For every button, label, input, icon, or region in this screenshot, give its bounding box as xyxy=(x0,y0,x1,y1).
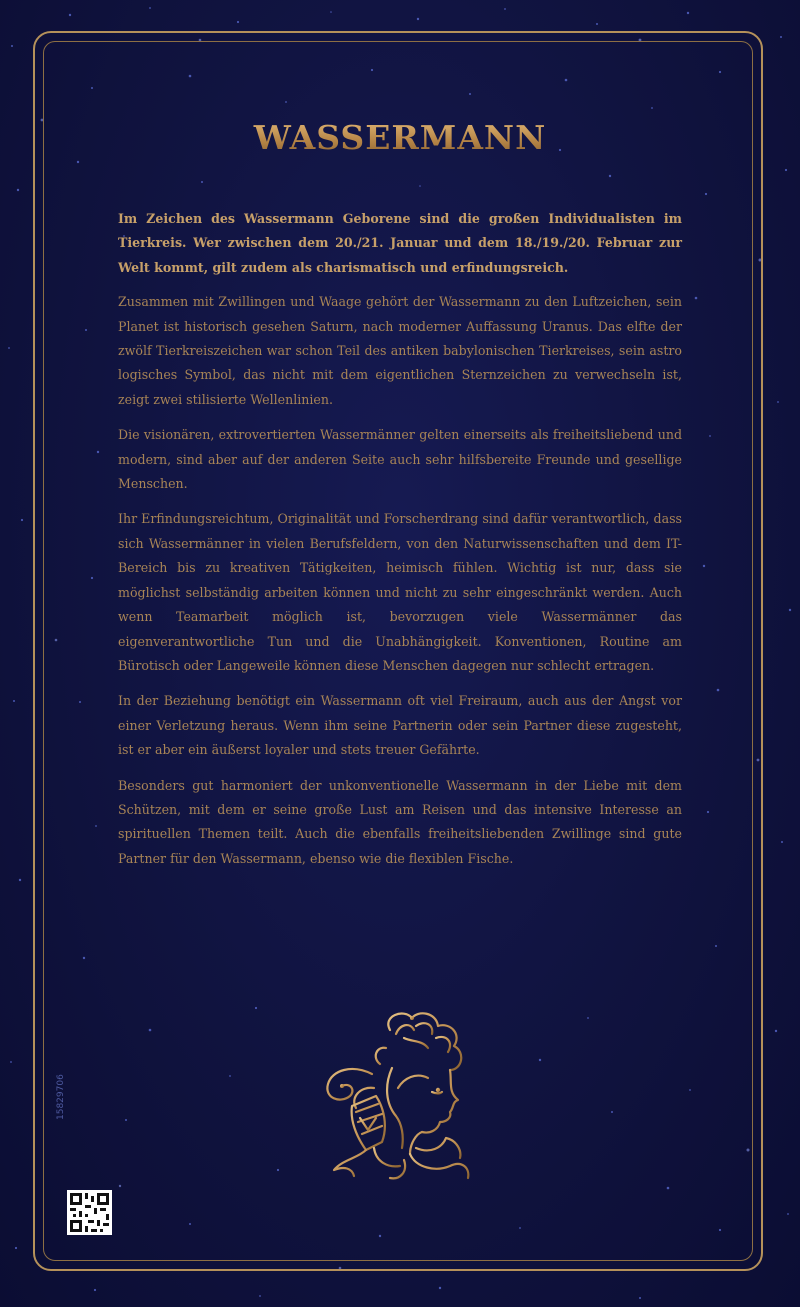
zodiac-title: WASSERMANN xyxy=(0,118,800,157)
intro-paragraph: Im Zeichen des Wassermann Geborene sind die großen Individualisten im Tierkreis. Wer zwischen dem 20./21. Januar und dem 18./19./20. Februar zur Welt kommt, gilt zudem als charismatisch und erfindungsreich. xyxy=(118,211,682,275)
qr-code-icon xyxy=(67,1190,112,1235)
aquarius-figure-icon xyxy=(312,1008,490,1183)
body-paragraph: Besonders gut harmoniert der unkonventionelle Wassermann in der Liebe mit dem Schützen, mit dem er seine große Lust am Reisen und das intensive Interesse an spirituellen Themen teilt. Auch die ebenfalls freiheitsliebenden Zwillinge sind gute Partner für den Wassermann, ebenso wie die flexiblen Fische. xyxy=(118,777,682,866)
body-paragraph: Zusammen mit Zwillingen und Waage gehört der Wassermann zu den Luftzeichen, sein Planet ist historisch gesehen Saturn, nach moderner Auffassung Uranus. Das elfte der zwölf Tierkreiszeichen war schon Teil des antiken babylonischen Tierkreises, sein astro logisches Symbol, das nicht mit dem eigentlichen Sternzeichen zu verwechseln ist, zeigt zwei stilisierte Wellenlinien. xyxy=(118,294,682,407)
description-text xyxy=(118,207,682,882)
body-paragraph: Ihr Erfindungsreichtum, Originalität und Forscherdrang sind dafür verantwortlich, dass sich Wassermänner in vielen Berufsfeldern, von den Naturwissenschaften und dem IT-Bereich bis zu kreativen Tätigkeiten, heimisch fühlen. Wichtig ist nur, dass sie möglichst selbständig arbeiten können und nicht zu sehr eingeschränkt werden. Auch wenn Teamarbeit möglich ist, bevorzugen viele Wassermänner das eigenverantwortliche Tun und die Unabhängigkeit. Konventionen, Routine am Bürotisch oder Langeweile können diese Menschen dagegen nur schlecht ertragen. xyxy=(118,511,682,673)
body-paragraph: In der Beziehung benötigt ein Wassermann oft viel Freiraum, auch aus der Angst vor einer Verletzung heraus. Wenn ihm seine Partnerin oder sein Partner diese zugesteht, ist er aber ein äußerst loyaler und stets treuer Gefährte. xyxy=(118,693,682,758)
body-paragraph: Die visionären, extrovertierten Wassermänner gelten einerseits als freiheitsliebend und modern, sind aber auf der anderen Seite auch sehr hilfsbereite Freunde und gesellige Menschen. xyxy=(118,427,682,492)
product-code: 15829706 xyxy=(56,1074,66,1120)
